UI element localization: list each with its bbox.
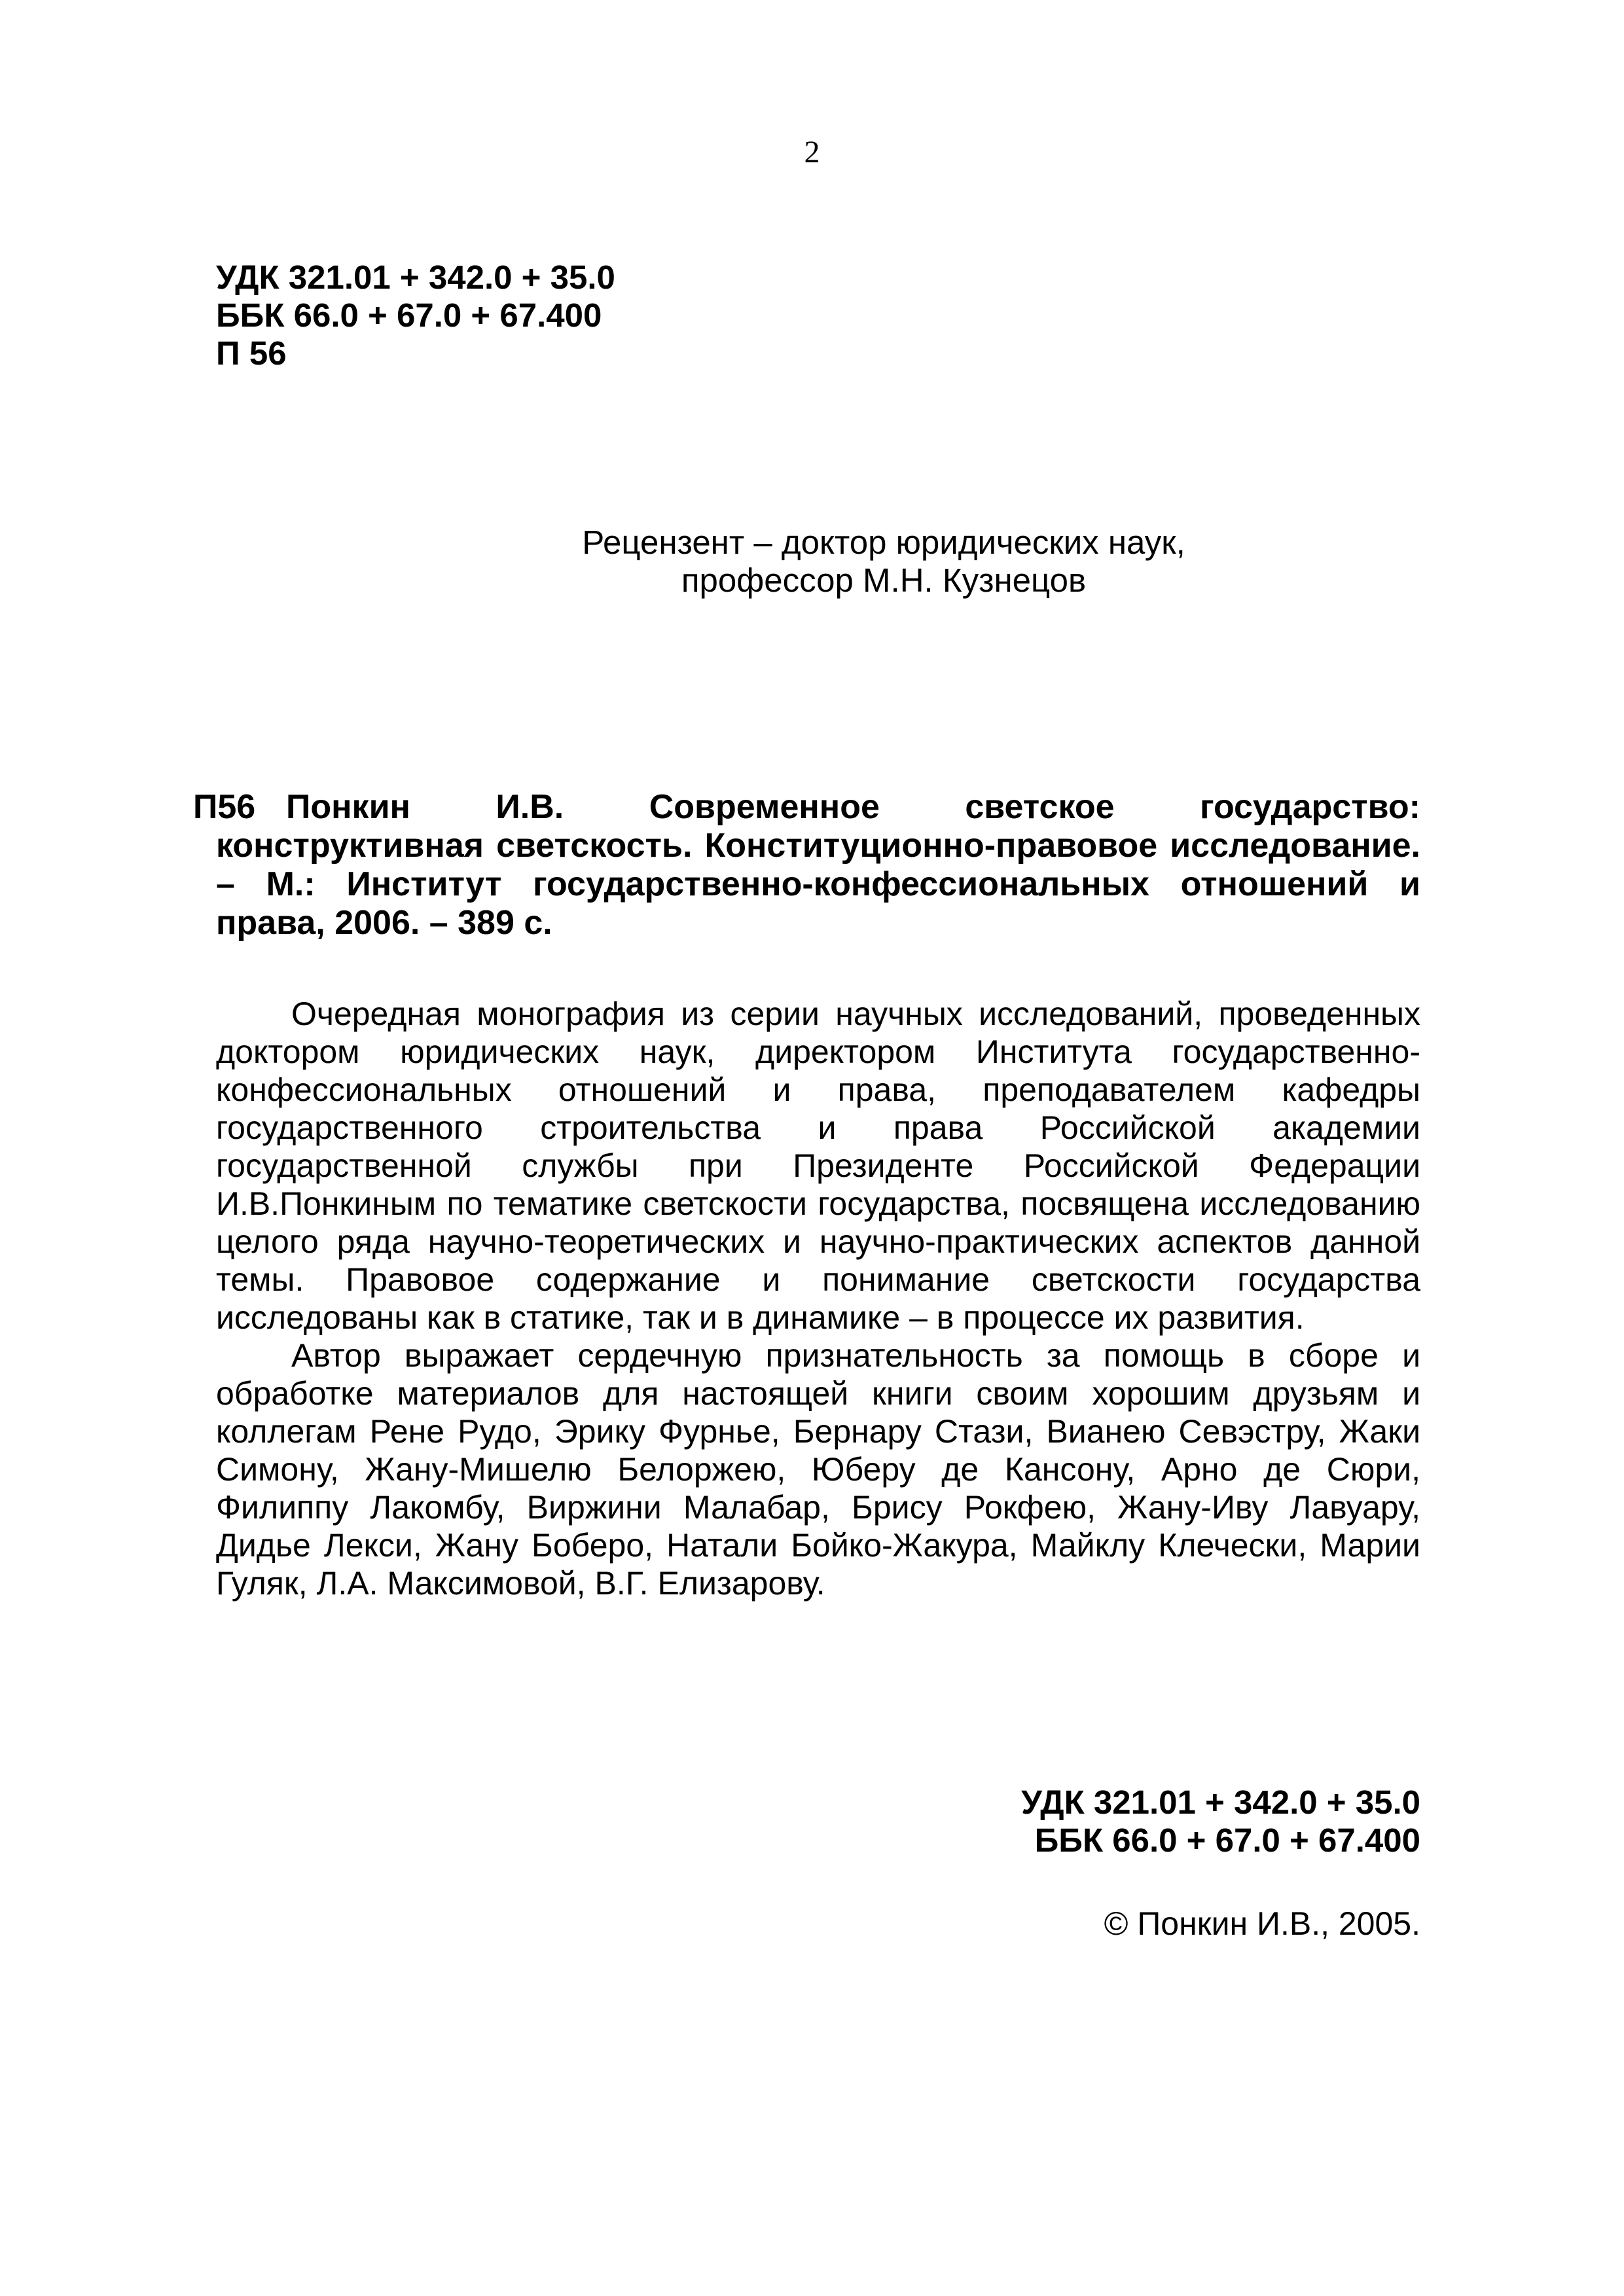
bibliographic-record (193, 788, 1420, 942)
bbk-code-bottom: ББК 66.0 + 67.0 + 67.400 (1034, 1821, 1420, 1859)
reviewer-line-1: Рецензент – доктор юридических наук, (582, 524, 1185, 561)
udk-code: УДК 321.01 + 342.0 + 35.0 (216, 259, 615, 296)
abstract (216, 995, 1420, 1602)
copyright-notice: © Понкин И.В., 2005. (1104, 1905, 1420, 1942)
udk-code-bottom: УДК 321.01 + 342.0 + 35.0 (1021, 1784, 1420, 1821)
biblio-first-line (193, 788, 1420, 827)
reviewer-block (393, 524, 1375, 600)
abstract-paragraph-1: Очередная монография из серии научных исследований, проведенных доктором юридических наук, директором Института государственно-конфессиональных отношений и права, преподавателем кафедры государственного строительства и права Российской академии государственной службы при Президенте Российской Федерации И.В.Понкиным по тематике светскости государства, посвящена исследованию целого ряда научно-теоретических и научно-практических аспектов данной темы. Правовое содержание и понимание светскости государства исследованы как в статике, так и в динамике – в процессе их развития. (216, 996, 1420, 1336)
abstract-paragraph-2: Автор выражает сердечную признательность за помощь в сборе и обработке материалов для настоящей книги своим хорошим друзьям и коллегам Рене Рудо, Эрику Фурнье, Бернару Стази, Вианею Севэстру, Жаки Симону, Жану-Мишелю Белоржею, Юберу де Кансону, Арно де Сюри, Филиппу Лакомбу, Виржини Малабар, Брису Рокфею, Жану-Иву Лавуару, Дидье Лекси, Жану Боберо, Натали Бойко-Жакура, Майклу Клечески, Марии Гуляк, Л.А. Максимовой, В.Г. Елизарову. (216, 1337, 1420, 1602)
page-number: 2 (804, 135, 820, 170)
biblio-title-start: Понкин И.В. Современное светское государство: (286, 788, 1420, 826)
biblio-ref-mark: П56 (193, 788, 256, 826)
biblio-title-rest: конструктивная светскость. Конституционно-правовое исследование. – М.: Институт государственно-конфессиональных отношений и права, 2006. – 389 с. (216, 827, 1420, 942)
classification-codes-bottom (1021, 1784, 1420, 1859)
classification-codes-top (216, 259, 615, 372)
bbk-code: ББК 66.0 + 67.0 + 67.400 (216, 296, 602, 334)
author-mark: П 56 (216, 334, 287, 372)
reviewer-line-2: профессор М.Н. Кузнецов (681, 562, 1087, 599)
